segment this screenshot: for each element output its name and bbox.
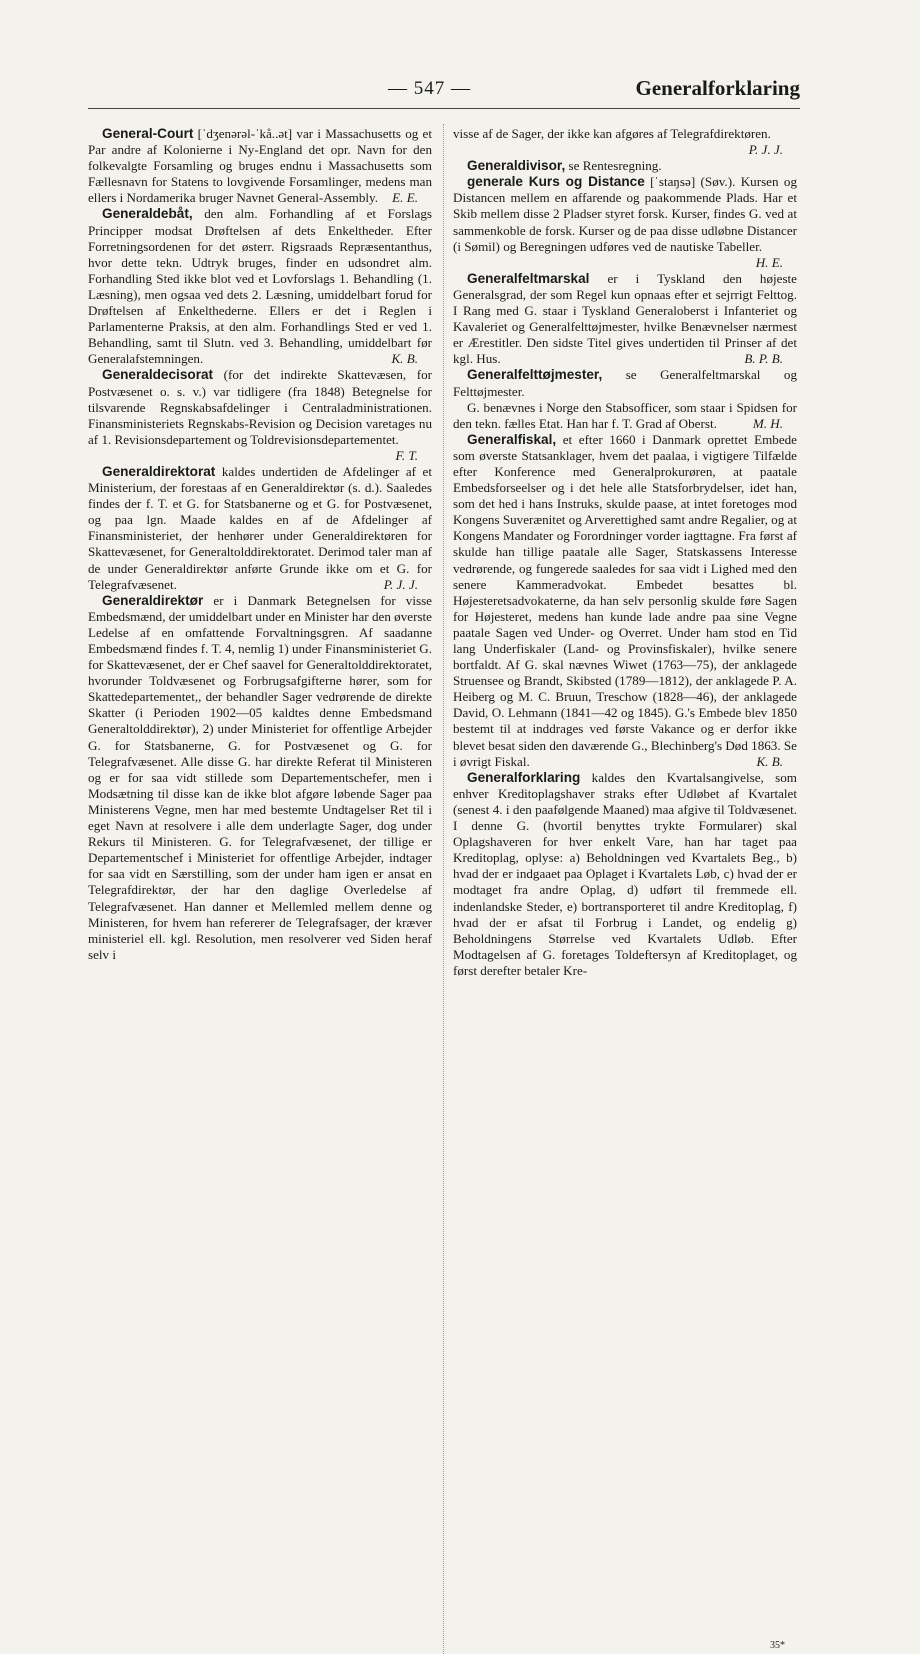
entry-signature: K. B. — [756, 753, 783, 769]
header-rule — [88, 108, 800, 109]
entry-headword: General-Court — [102, 126, 194, 141]
dictionary-entry — [453, 126, 797, 158]
dictionary-entry — [453, 158, 797, 174]
entry-signature: H. E. — [755, 254, 783, 270]
page-number: — 547 — — [388, 78, 471, 99]
entry-text: kaldes undertiden de Afdelinger af et Ministerium, der forestaas af en Generaldirektør (s. d.). Saaledes findes der f. T. et G. for Statsbanerne og et G. for Postvæsenet, og paa lgn. Maade kaldes en af de Afdelinger af Finansministeriet, der henhører under Generaldirektøren for Skattevæsenet, for Generaltolddirektoratet. Derimod taler man af de under Generaldirektør anførte Grunde ikke om et G. for Telegrafvæsenet. — [88, 463, 432, 592]
dictionary-entry — [88, 126, 432, 206]
dictionary-entry — [88, 206, 432, 367]
running-head: Generalforklaring — [635, 76, 800, 100]
entry-text: kaldes den Kvartalsangivelse, som enhver Kreditoplagshaver straks efter Udløbet af Kvartalet (senest 4. i den paafølgende Maaned) maa afgive til Toldvæsenet. I denne G. (hvortil benyttes trykte Formularer) skal Oplagshaveren for hver enkelt Vare, han har taget paa Kreditoplag, oplyse: a) Beholdningen ved Kvartalets Beg., b) hvad der er indgaaet paa Oplaget i Kvartalets Løb, c) hvad der er modtaget fra andre Oplag, d) udført til fremmede ell. indenlandske Steder, e) bortransporteret til andre Kreditoplag, f) hvad der er afsat til Forbrug i Landet, og endelig g) Beholdningens Størrelse ved Kvartalets Udløb. Efter Modtagelsen af G. foretages Toldeftersyn af Kreditoplaget, og først derefter betaler Kre- — [453, 769, 797, 978]
dictionary-entry — [88, 464, 432, 593]
entry-text: G. benævnes i Norge den Stabsofficer, som staar i Spidsen for den tekn. fælles Etat. Han har f. T. Grad af Oberst. — [453, 399, 797, 431]
entry-signature: P. J. J. — [383, 576, 418, 592]
entry-text: [ˈstaŋsə] (Søv.). Kursen og Distancen mellem en affarende og paakommende Plads. Har et Skib mellem disse 2 Pladser styret forsk. Kurser, findes G. ved at sammenkoble de forsk. Kurser og de paa disse udløbne Distancer (i Sømil) og Beregningen udføres ved de nautiske Tabeller. — [453, 174, 797, 254]
entry-text: et efter 1660 i Danmark oprettet Embede som øverste Statsanklager, hvem det paalaa, i vigtigere Tilfælde efter Konference med Generalprokurøren, at paatale Embedsforseelser og i det hele alle Statsforbrydelser, idet han, som det hed i hans Instruks, skulde paase, at intet foretoges mod Kongens Suverænitet og Arverettighed samt andre Regalier, og at Kongens Mandater og Forordninger vorder iagttagne. Fra først af skulde han tillige paatale alle Sager, Statskassens Interesse vedrørende, og fungerede saaledes for saa vidt i Lighed med den senere Kammeradvokat. Embedet besattes bl. Højesteretsadvokaterne, da han selv personlig skulde føre Sagen for Højesteret, medens han kunde lade andre paa sine Vegne paatale Sagen ved Under- og Overret. Under ham stod en Tid lang Underfiskaler (Land- og Provinsfiskaler), hvilke senere bortfaldt. Af G. skal nævnes Wiwet (1763—75), der anklagede Struensee og Brandt, Skibsted (1789—1812), der anklagede P. A. Heiberg og M. C. Bruun, Treschow (1828—46), der anklagede David, O. Lehmann (1841—42 og 1845). G.'s Embede blev 1850 bestemt til at inddrages ved første Vakance og er derfor ikke blevet besat siden den daværende G., Blechinberg's Død 1863. Se i øvrigt Fiskal. — [453, 431, 797, 769]
dictionary-entry — [88, 593, 432, 963]
dictionary-entry — [453, 367, 797, 399]
entry-headword: Generalfiskal, — [467, 431, 557, 447]
entry-text: den alm. Forhandling af et Forslags Principper modsat Drøftelsen af dets Enkeltheder. Efter Forretningsordenen for det østerr. Rigsraads Repræsentanthus, hvor dette tekn. Udtryk bruges, finder en udsondret alm. Forhandling Sted ikke blot ved et Lovforslags 1. Behandling (1. Læsning), men ogsaa ved dets 2. Læsning, umiddelbart forud for Drøftelsen af Enkelthederne. Ellers er det i Reglen i Parlamenterne Praksis, at den alm. Forhandlings Sted er ved 1. Behandling, samt til Slutn. ved 3. Behandling, umiddelbart før Generalafstemningen. — [88, 206, 432, 367]
dictionary-entry — [453, 400, 797, 432]
dictionary-entry — [453, 271, 797, 368]
entry-headword: Generaldirektorat — [102, 463, 216, 479]
entry-signature: E. E. — [392, 190, 418, 206]
dictionary-entry — [453, 174, 797, 271]
entry-signature: M. H. — [752, 415, 783, 431]
entry-headword: Generaldecisorat — [102, 367, 214, 383]
column-divider — [443, 124, 444, 1654]
entry-headword: Generaldirektør — [102, 592, 204, 608]
entry-signature: B. P. B. — [744, 351, 783, 367]
entry-headword: Generaldebåt, — [102, 206, 193, 222]
entry-headword: Generalforklaring — [467, 769, 581, 785]
entry-headword: generale Kurs og Distance — [467, 174, 645, 190]
left-column — [88, 126, 432, 963]
entry-text: er i Tyskland den højeste Generalsgrad, der som Regel kun opnaas efter et sejrrigt Felttog. I Rang med G. staar i Tyskland Generaloberst i Infanteriet og Kavaleriet og Generalfelttøjmester, hvilke Benævnelser nærmest er Ærestitler. Den sidste Titel gives undertiden til Prinser af det kgl. Hus. — [453, 270, 797, 367]
entry-text: se Generalfeltmarskal og Felttøjmester. — [453, 367, 797, 399]
dictionary-entry — [453, 432, 797, 770]
entry-text: (for det indirekte Skattevæsen, for Postvæsenet o. s. v.) var tidligere (fra 1848) Betegnelse for tilsvarende Regnskabsafdelinger i Centraladministrationen. Finansministeriets Regnskabs-Revision og Decision varetages nu af 1. Revisionsdepartement og Toldrevisionsdepartementet. — [88, 367, 432, 447]
entry-signature: F. T. — [395, 447, 418, 463]
dictionary-entry — [453, 770, 797, 979]
entry-headword: Generaldivisor, — [467, 158, 566, 174]
entry-text: er i Danmark Betegnelsen for visse Embedsmænd, der umiddelbart under en Minister har den øverste Ledelse af en omfattende Forvaltningsgren. Af saadanne Embedsmænd findes f. T. 4, nemlig 1) under Finansministeriet G. for Skattevæsenet, der er Chef saavel for Generaltolddirektoratet, hvorunder Toldvæsenet og Forbrugsafgifterne hører, som for Skattedepartementet,, der behandler Sager vedrørende de direkte Skatter (i Perioden 1902—05 kaldtes denne Embedsmand Generaltolddirektør), 2) under Ministeriet for offentlige Arbejder G. for Statsbanerne, G. for Postvæsenet og G. for Telegrafvæsenet. Alle disse G. har direkte Referat til Ministeren og er for saa vidt stillede som Departementschefer, men i Modsætning til disse kan de ikke blot afgøre løbende Sager paa Ministerens Vegne, men har med bestemte Undtagelser Ret til i eget Navn at resolvere i alle dem underlagte Sager, dog under Rekurs til Ministeren. G. for Telegrafvæsenet, der tillige er Departementschef i Ministeriet for offentlige Arbejder, indtager for saa vidt en Særstilling, som der under ham igen er ansat en Telegrafdirektør, der har den daglige Overledelse af Telegrafvæsenet. Han danner et Mellemled mellem denne og Ministeren, for hvem han refererer de Telegrafsager, der kræver ministeriel ell. kgl. Resolution, men resolverer ved Siden heraf selv i — [88, 592, 432, 962]
entry-text: [ˈdʒenərəl-ˈkå..ət] var i Massachusetts og et Par andre af Kolonierne i Ny-England det opr. Navn for den folkevalgte Forsamling og bruges endnu i Massachusetts som Fællesnavn for Statens to lovgivende Forsamlinger, medens man ellers i Nordamerika bruger Navnet General-Assembly. — [88, 126, 432, 206]
entry-headword: Generalfeltmarskal — [467, 270, 590, 286]
entry-signature: P. J. J. — [748, 142, 783, 158]
page-header — [88, 74, 800, 106]
entry-headword: Generalfelttøjmester, — [467, 367, 603, 383]
entry-signature: K. B. — [391, 351, 418, 367]
entry-text: se Rentesregning. — [565, 158, 662, 174]
dictionary-entry — [88, 367, 432, 464]
right-column — [453, 126, 797, 979]
signature-mark: 35* — [770, 1640, 785, 1651]
entry-text: visse af de Sager, der ikke kan afgøres af Telegrafdirektøren. — [453, 126, 771, 141]
